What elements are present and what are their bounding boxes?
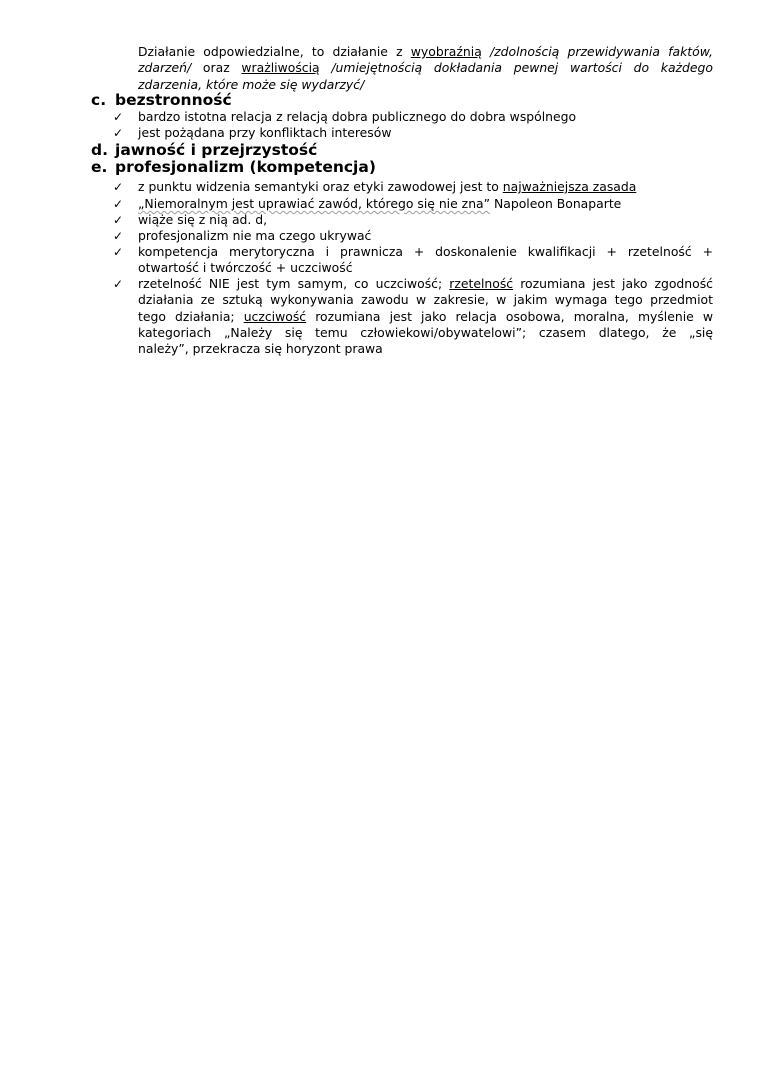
underlined-term: najważniejsza zasada xyxy=(502,179,637,194)
underlined-term: rzetelność xyxy=(449,276,514,291)
underlined-term: wrażliwością xyxy=(241,60,320,76)
checkmark-icon: ✓ xyxy=(113,213,124,227)
checkmark-icon: ✓ xyxy=(113,277,124,291)
intro-line-3: zdarzenia, które może się wydarzyć/ xyxy=(138,76,365,92)
checkmark-icon: ✓ xyxy=(113,110,124,124)
checkmark-icon: ✓ xyxy=(113,180,124,194)
checkmark-icon: ✓ xyxy=(113,229,124,243)
checkmark-icon: ✓ xyxy=(113,197,124,211)
quote: „Niemoralnym jest uprawiać zawód, którego się nie zna” xyxy=(138,196,491,211)
intro-line-2: zdarzeń/ oraz wrażliwością /umiejętnością dokładania pewnej wartości do każdego xyxy=(138,60,713,76)
section-heading-d: d. jawność i przejrzystość xyxy=(91,141,318,159)
checkmark-icon: ✓ xyxy=(113,245,124,259)
underlined-term: wyobraźnią xyxy=(410,44,482,59)
document-page: Działanie odpowiedzialne, to działanie z wyobraźnią /zdolnością przewidywania faktów, zdarzeń/ oraz wrażliwością /umiejętnością dokładania pewnej wartości do każdego zdarzenia, które może się wydarzyć/ c. bezstronność ✓ bardzo istotna relacja z relacją dobra publicznego do dobra wspólnego ✓ jest pożądana przy konfliktach interesów d. jawność i przejrzystość e. profesjonalizm (kompetencja) ✓ z punktu widzenia semantyki oraz etyki zawodowej jest to najważniejsza zasada ✓ „Niemoralnym jest uprawiać zawód, którego się nie zna” Napoleon Bonaparte ✓ wiąże się z nią ad. d, ✓ profesjonalizm nie ma czego ukrywać ✓ kompetencja merytoryczna i prawnicza + doskonalenie kwalifikacji + rzetelność + otwartość i twórczość + uczciwość ✓ rzetelność NIE jest tym samym, co uczciwość; rzetelność rozumiana jest jako zgodność działania ze sztuką wykonywania zawodu w zakresie, w jakim wymaga tego przedmiot tego działania; uczciwość rozumiana jest jako relacja osobowa, moralna, myślenie w kategoriach „Należy się temu człowiekowi/obywatelowi”; czasem dlatego, że „się należy”, przekracza się horyzont prawa xyxy=(91,44,714,357)
section-heading-e: e. profesjonalizm (kompetencja) xyxy=(91,158,376,176)
checkmark-icon: ✓ xyxy=(113,126,124,140)
intro-line-1: Działanie odpowiedzialne, to działanie z wyobraźnią /zdolnością przewidywania faktów, xyxy=(138,44,713,59)
intro-paragraph xyxy=(138,44,713,93)
underlined-term: uczciwość xyxy=(243,308,307,324)
section-heading-c: c. bezstronność xyxy=(91,91,232,109)
